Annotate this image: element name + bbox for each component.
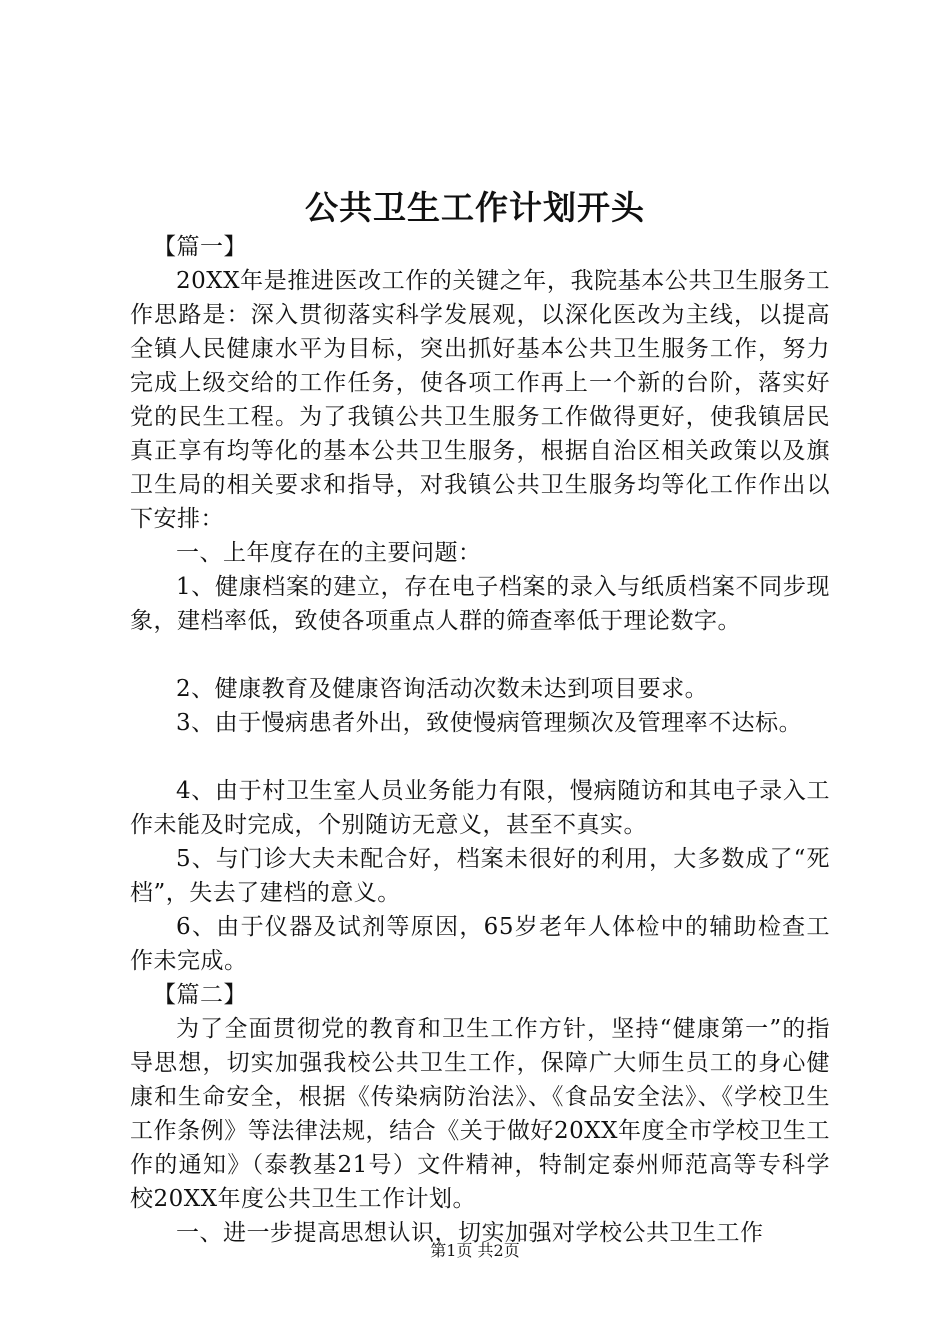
section-heading-1: 【篇一】 [153, 234, 247, 260]
problem-item-1: 1、健康档案的建立，存在电子档案的录入与纸质档案不同步现象，建档率低，致使各项重点人群的筛查率低于理论数字。 [130, 574, 830, 634]
problem-item-2: 2、健康教育及健康咨询活动次数未达到项目要求。 [176, 676, 709, 702]
section-heading-2: 【篇二】 [153, 982, 247, 1008]
section2-intro-paragraph: 为了全面贯彻党的教育和卫生工作方针，坚持“健康第一”的指导思想，切实加强我校公共卫生工作，保障广大师生员工的身心健康和生命安全，根据《传染病防治法》、《食品安全法》、《学校卫生工作条例》等法律法规，结合《关于做好20XX年度全市学校卫生工作的通知》（泰教基21号）文件精神，特制定泰州师范高等专科学校20XX年度公共卫生工作计划。 [130, 1016, 830, 1212]
problems-heading: 一、上年度存在的主要问题： [176, 540, 482, 566]
section1-intro-paragraph: 20XX年是推进医改工作的关键之年，我院基本公共卫生服务工作思路是：深入贯彻落实科学发展观，以深化医改为主线，以提高全镇人民健康水平为目标，突出抓好基本公共卫生服务工作，努力完成上级交给的工作任务，使各项工作再上一个新的台阶，落实好党的民生工程。为了我镇公共卫生服务工作做得更好，使我镇居民真正享有均等化的基本公共卫生服务，根据自治区相关政策以及旗卫生局的相关要求和指导，对我镇公共卫生服务均等化工作作出以下安排： [130, 268, 830, 532]
section2-point-1: 一、进一步提高思想认识，切实加强对学校公共卫生工作 [176, 1220, 764, 1246]
document-body [130, 230, 830, 1250]
problem-item-3: 3、由于慢病患者外出，致使慢病管理频次及管理率不达标。 [176, 710, 803, 736]
problem-item-4: 4、由于村卫生室人员业务能力有限，慢病随访和其电子录入工作未能及时完成，个别随访无意义，甚至不真实。 [130, 778, 830, 838]
document-title: 公共卫生工作计划开头 [305, 188, 645, 227]
problem-item-6: 6、由于仪器及试剂等原因，65岁老年人体检中的辅助检查工作未完成。 [130, 914, 830, 974]
page-number-footer: 第1页 共2页 [430, 1241, 520, 1260]
problem-item-5: 5、与门诊大夫未配合好，档案未很好的利用，大多数成了“死档”，失去了建档的意义。 [130, 846, 830, 906]
